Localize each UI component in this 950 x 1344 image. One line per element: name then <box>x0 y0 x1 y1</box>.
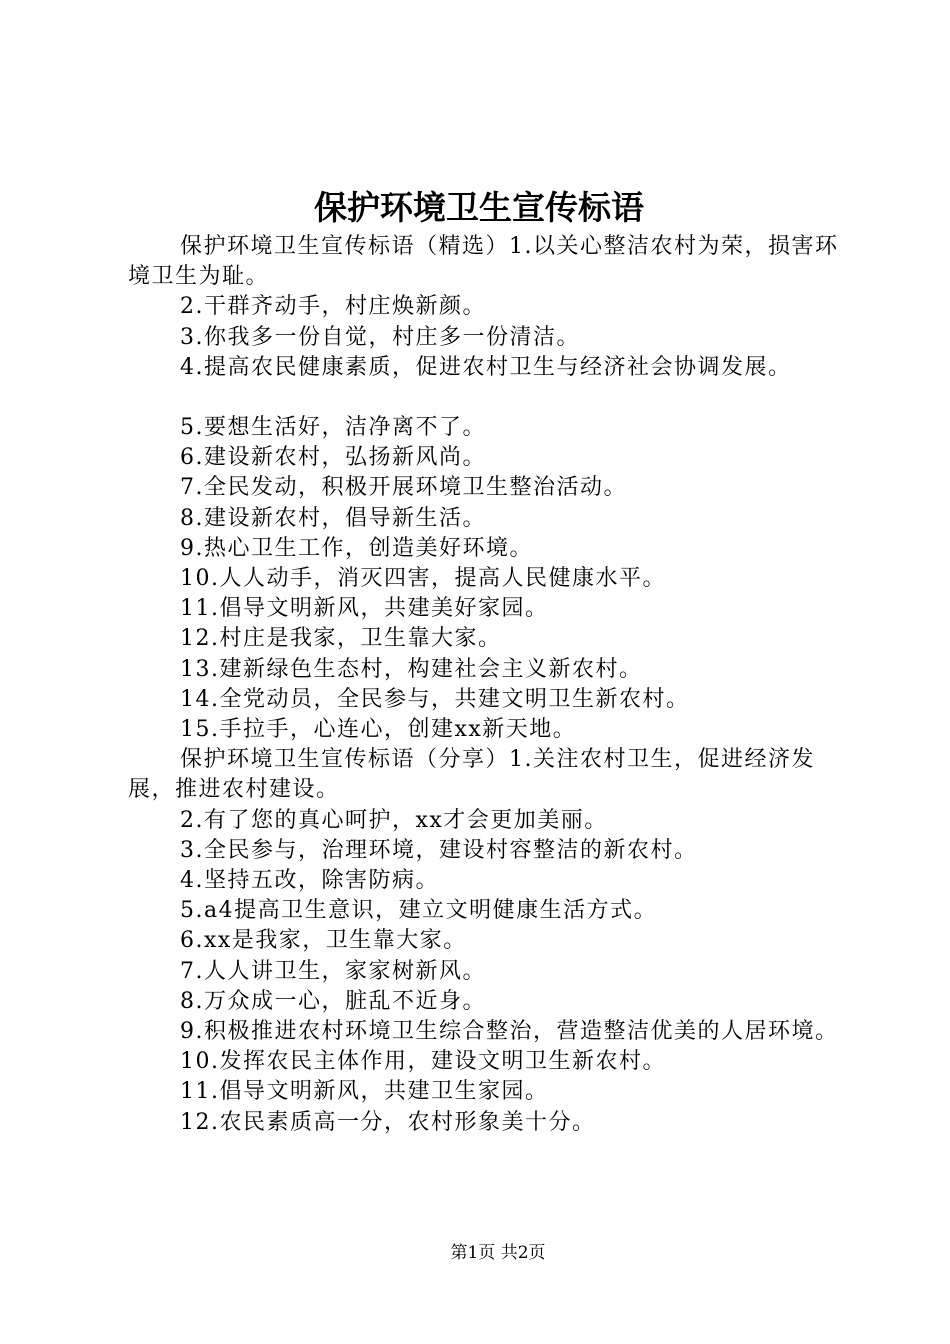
page-title: 保护环境卫生宣传标语 <box>314 188 644 227</box>
paragraph: 2.有了您的真心呵护，xx才会更加美丽。 <box>180 807 608 833</box>
paragraph: 7.全民发动，积极开展环境卫生整治活动。 <box>180 475 627 501</box>
paragraph: 3.全民参与，治理环境，建设村容整洁的新农村。 <box>180 837 698 863</box>
paragraph: 8.建设新农村，倡导新生活。 <box>180 505 486 531</box>
paragraph: 13.建新绿色生态村，构建社会主义新农村。 <box>180 656 643 682</box>
page-number-footer: 第1页 共2页 <box>450 1243 546 1263</box>
paragraph: 4.坚持五改，除害防病。 <box>180 868 439 894</box>
paragraph: 5.要想生活好，洁净离不了。 <box>180 415 486 441</box>
paragraph: 11.倡导文明新风，共建美好家园。 <box>180 596 549 622</box>
paragraph: 10.人人动手，消灭四害，提高人民健康水平。 <box>180 566 666 592</box>
paragraph: 2.干群齐动手，村庄焕新颜。 <box>180 294 486 320</box>
paragraph: 10.发挥农民主体作用，建设文明卫生新农村。 <box>180 1049 666 1075</box>
paragraph: 4.提高农民健康素质，促进农村卫生与经济社会协调发展。 <box>180 354 792 380</box>
paragraph: 8.万众成一心，脏乱不近身。 <box>180 988 486 1014</box>
paragraph: 9.积极推进农村环境卫生综合整治，营造整洁优美的人居环境。 <box>180 1019 839 1045</box>
paragraph: 保护环境卫生宣传标语（精选）1.以关心整洁农村为荣，损害环境卫生为耻。 <box>128 234 839 290</box>
paragraph: 12.农民素质高一分，农村形象美十分。 <box>180 1109 596 1135</box>
paragraph: 15.手拉手，心连心，创建xx新天地。 <box>180 717 577 743</box>
paragraph: 5.a4提高卫生意识，建立文明健康生活方式。 <box>180 898 658 924</box>
paragraph: 3.你我多一份自觉，村庄多一份清洁。 <box>180 324 580 350</box>
paragraph: 12.村庄是我家，卫生靠大家。 <box>180 626 502 652</box>
document-body <box>128 232 840 1138</box>
paragraph: 11.倡导文明新风，共建卫生家园。 <box>180 1079 549 1105</box>
paragraph: 保护环境卫生宣传标语（分享）1.关注农村卫生，促进经济发展，推进农村建设。 <box>128 747 815 803</box>
paragraph: 9.热心卫生工作，创造美好环境。 <box>180 535 533 561</box>
paragraph: 7.人人讲卫生，家家树新风。 <box>180 958 486 984</box>
paragraph: 14.全党动员，全民参与，共建文明卫生新农村。 <box>180 686 690 712</box>
paragraph: 6.建设新农村，弘扬新风尚。 <box>180 445 486 471</box>
paragraph: 6.xx是我家，卫生靠大家。 <box>180 928 467 954</box>
